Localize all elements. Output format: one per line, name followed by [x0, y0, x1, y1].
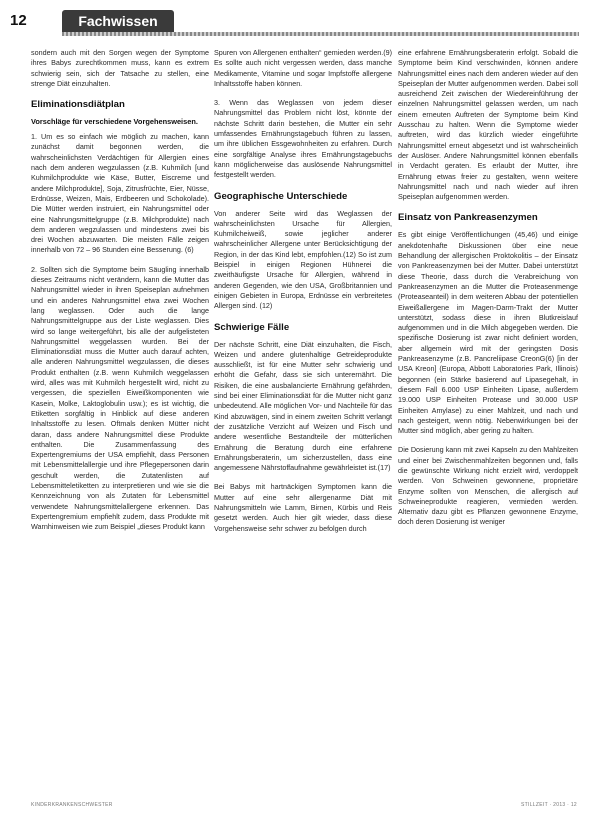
footer-publication: KINDERKRANKENSCHWESTER	[31, 802, 113, 808]
article-column-1	[31, 48, 209, 541]
section-label: Fachwissen	[62, 10, 174, 32]
paragraph-enzymes-2: Die Dosierung kann mit zwei Kapseln zu den Mahlzeiten und einer bei Zwischenmahlzeiten begonnen und, falls die gewünschte Wirkung nicht erzielt wird, verdoppelt werden. Von Schweinen gewonnene, proprietäre Enzyme sollten von Menschen, die allergisch auf Schweineprodukte reagieren, vermieden werden. Alternativ dazu gibt es Pflanzen gewonnene Enzyme, doch deren Dosierung ist weniger	[398, 445, 578, 527]
article-column-3	[398, 48, 578, 537]
heading-geographic-differences: Geographische Unterschiede	[214, 190, 348, 202]
heading-pancreatic-enzymes: Einsatz von Pankreasenzymen	[398, 212, 538, 224]
subheading-approaches: Vorschläge für verschiedene Vorgehensweisen.	[31, 117, 198, 127]
paragraph-step-2: 2. Sollten sich die Symptome beim Säugling innerhalb dieses Zeitraums nicht verändern, kann die Mutter das Nahrungsmittel wieder in ihren Speiseplan aufnehmen und ein anderes Nahrungsmittel etwa zwei Wochen lang weglassen. Oder auch die lange Nahrungsmittelgruppe aus der Liste weglassen. Dies wird so lange weitergeführt, bis alle der aufgelisteten Nahrungsmittel weggelassen wurden. Bei der Eliminationsdiät muss die Mutter auch darauf achten, alle anderen Nahrungsmittel wegzulassen, die dieses Produkt enthalten (z.B. wenn Kuhmilch weggelassen wird, alles was mit Kuhmilch hergestellt wird, nicht zu vergessen, die speziellen Eiweißkomponenten wie Kasein, Molke, Laktoglobulin usw.); es ist wichtig, die Etiketten sorgfältig in Hinblick auf diese anderen Inhaltsstoffe zu lesen. Oftmals denken Mütter nicht daran, dass andere Nahrungsmittel diese Produkte enthalten. Die Zusammenfassung des Expertengremiums der USA empfiehlt, dass Personen mit Lebensmittelallergie und ihre Pflegepersonen darin geschult werden, die Zutatenlisten auf Lebensmitteletiketten zu interpretieren und wie sie die Kennzeichnung von als Zutaten für Lebensmittel verwendete Nahrungsmittelallergene erkennen. Das Expertengremium empfiehlt zudem, dass Produkte mit Warnhinweisen wie zum Beispiel „dieses Produkt kann	[31, 264, 209, 532]
header-rule	[62, 32, 579, 36]
article-column-2	[214, 48, 392, 543]
paragraph-difficult-2: Bei Babys mit hartnäckigen Symptomen kann die Mutter auf eine sehr allergenarme Diät mit Nahrungsmitteln wie Lamm, Birnen, Kürbis und Reis gesetzt werden. Auch hier gilt wieder, dass diese Vorgehensweise sehr schwer zu befolgen durch	[214, 482, 392, 533]
column-2-intro: Spuren von Allergenen enthalten“ gemieden werden.(9) Es sollte auch nicht vergessen werden, dass manche Medikamente, Vitamine und sogar Impfstoffe allergene Inhaltsstoffe haben können.	[214, 48, 392, 88]
paragraph-step-3: 3. Wenn das Weglassen von jedem dieser Nahrungsmittel das Problem nicht löst, könnte der nächste Schritt darin bestehen, die Mutter ein sehr umfassendes Ernährungstagebuch führen zu lassen, um ihre üblichen Essgewohnheiten zu erfahren. Durch eine sorgfältige Analyse ihres Ernährungstagebuchs kann möglicherweise das auslösende Nahrungsmittel festgestellt werden.	[214, 98, 392, 180]
heading-elimination-plan: Eliminationsdiätplan	[31, 99, 125, 111]
column-3-intro: eine erfahrene Ernährungsberaterin erfolgt. Sobald die Symptome beim Kind verschwinden, können andere Nahrungsmittel eines nach dem anderen wieder auf den Speiseplan der Mutter aufgenommen werden. Dabei soll ausreichend Zeit zwischen der Wiedereinführung der einzelnen Nahrungsmittel gelassen werden, um nach einem erneuten Auftreten der Symptome beim Kind Ausschau zu halten. Wenn die Symptome wieder auftreten, wird das kürzlich wieder eingeführte Nahrungsmittel erneut abgesetzt und ist wahrscheinlich der Auslöser. Andere Nahrungsmittel können ebenfalls in Verdacht geraten. Es erlaubt der Mutter, ihre Ernährung etwas freier zu gestalten, wenn weitere Nahrungsmittel nach und nach wieder auf ihren Speiseplan aufgenommen werden.	[398, 48, 578, 202]
column-1-intro: sondern auch mit den Sorgen wegen der Symptome ihres Babys zurechtkommen muss, kann es extrem schwierig sein, sich der Tatsache zu stellen, eine strenge Diät einzuhalten.	[31, 48, 209, 88]
page-number: 12	[10, 12, 27, 29]
paragraph-geographic: Von anderer Seite wird das Weglassen der wahrscheinlichsten Ursache für Allergien, Kuhmilcheiweiß, sowie jeglicher anderer wahrscheinlicher Allergene unter Berücksichtigung der Region, in der das Kind lebt, empfohlen.(12) So ist zum Beispiel in einigen Regionen Hühnerei die zweithäufigste Ursache für Allergien, während in anderen Gegenden, wie den USA, Großbritannien und einigen Gebieten in Europa, Erdnüsse ein verbreitetes Allergen sind. (12)	[214, 208, 392, 311]
page-footer	[0, 800, 591, 817]
heading-difficult-cases: Schwierige Fälle	[214, 321, 290, 333]
footer-issue: STILLZEIT · 2013 · 12	[521, 802, 577, 808]
paragraph-step-1: 1. Um es so einfach wie möglich zu machen, kann zunächst damit begonnen werden, die wahrscheinlichsten Verdächtigen für Allergien eines nach dem anderen wegzulassen (z.B. Kuhmilch [und Kuhmilchprodukte wie Käse, Butter, Eiscreme und andere Milchprodukte], Soja, Zitrusfrüchte, Eier, Nüsse, Erdnüsse, Weizen, Mais, Erdbeeren und Schokolade). Die Mütter werden instruiert, ein Nahrungsmittel oder eine Nahrungsmittelgruppe (z.B. Milchprodukte) nach dem anderen wegzulassen und mindestens zwei bis drei Wochen abzuwarten. Die meisten Fälle zeigen innerhalb von 72 – 96 Stunden eine Besserung. (6)	[31, 132, 209, 255]
page-header	[0, 0, 591, 44]
paragraph-difficult-1: Der nächste Schritt, eine Diät einzuhalten, die Fisch, Weizen und andere glutenhaltige Getreideprodukte ausschließt, ist für eine Mutter sehr schwierig und erhöht die Gefahr, dass sie sich unterernährt. Die Risiken, die eine ausbalancierte Ernährung gefährden, sind bei einer Eliminationsdiät für die Mutter nicht ganz unbedeutend. Alle möglichen Vor- und Nachteile für das Kind abzuwägen, sind in einem zweiten Schritt verlangt der zusätzliche Verzicht auf Weizen und Fisch und andere wesentliche Bestandteile der mütterlichen Ernährung die Beratung durch eine erfahrene Ernährungsberaterin, um sicherzustellen, dass eine angemessene Nährstoffaufnahme gewährleistet ist.(17)	[214, 339, 392, 473]
paragraph-enzymes-1: Es gibt einige Veröffentlichungen (45,46) und einige anekdotenhafte Diskussionen über eine neue Behandlung der allergischen Proktokolitis – der Einsatz von Pankreasenzymen bei der Mutter. Dabei unterstützt diese Theorie, dass durch die Verabreichung von Pankreasenzymen an die Mutter die Proteasenmenge (Proteaseanteil) in dem weiteren Abbau der potentiellen Eiweißallergene im Magen-Darm-Trakt der Mutter unterstützt, sodass diese in ihren Blutkreislauf aufgenommen und in die Milch abgegeben werden. Die spezifische Dosierung ist zwar nicht definiert worden, aber allgemein wird mit der geringsten Dosis Pankreasenzyme (z.B. Pancreliipase CreonG(6) [in der USA Kreon] (Europa, Abbott Laboratories Park, Illinois) begonnen (ein Stärke basierend auf Lipasegehalt, in diesem Fall 6.000 USP Einheiten Lipase, außerdem 19.000 USP Einheiten Protease und 30.000 USP Einheiten Amylase) zu einer Mahlzeit, und nach und nach gesteigert, wenn nötig. Nebenwirkungen bei der Mutter sind möglich, aber gering zu halten.	[398, 230, 578, 436]
